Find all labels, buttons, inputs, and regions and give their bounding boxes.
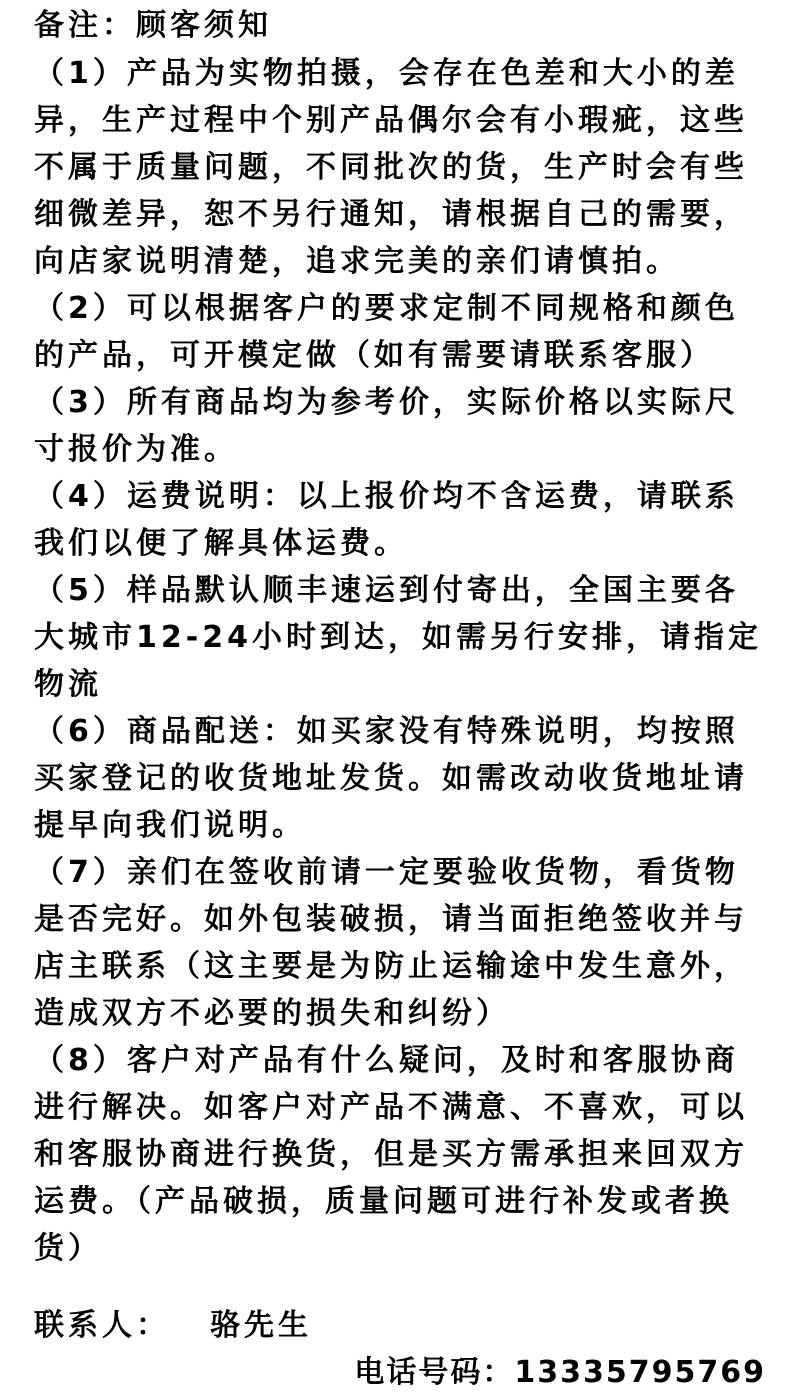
contact-person: [34, 1306, 312, 1346]
notice-line: 异，生产过程中个别产品偶尔会有小瑕疵，这些: [34, 103, 748, 138]
notice-line: （8）客户对产品有什么疑问，及时和客服协商: [34, 1043, 739, 1078]
notice-line: 细微差异，恕不另行通知，请根据自己的需要，: [34, 197, 748, 232]
notice-line: （6）商品配送：如买家没有特殊说明，均按照: [34, 714, 739, 749]
notice-line: （7）亲们在签收前请一定要验收货物，看货物: [34, 855, 739, 890]
notice-line: 大城市12-24小时到达，如需另行安排，请指定: [34, 620, 762, 655]
notice-line: （1）产品为实物拍摄，会存在色差和大小的差: [34, 56, 739, 91]
notice-line: 向店家说明清楚，追求完美的亲们请慎拍。: [34, 244, 680, 279]
notice-line: 提早向我们说明。: [34, 808, 306, 843]
notice-line: 是否完好。如外包装破损，请当面拒绝签收并与: [34, 902, 748, 937]
contact-label: 联系人：: [34, 1308, 170, 1343]
notice-title: 备注：顾客须知: [34, 8, 272, 43]
notice-line: 物流: [34, 667, 102, 702]
notice-line: 寸报价为准。: [34, 432, 238, 467]
notice-line: 店主联系（这主要是为防止运输途中发生意外，: [34, 949, 748, 984]
notice-line: （4）运费说明：以上报价均不含运费，请联系: [34, 479, 739, 514]
notice-line: 和客服协商进行换货，但是买方需承担来回双方: [34, 1137, 748, 1172]
notice-line: 不属于质量问题，不同批次的货，生产时会有些: [34, 150, 748, 185]
notice-line: 买家登记的收货地址发货。如需改动收货地址请: [34, 761, 748, 796]
contact-phone: 电话号码：13335795769: [354, 1355, 766, 1390]
notice-line: （3）所有商品均为参考价，实际价格以实际尺: [34, 385, 739, 420]
notice-line: 货）: [34, 1231, 102, 1266]
notice-line: 运费。（产品破损，质量问题可进行补发或者换: [34, 1184, 733, 1219]
contact-name: 骆先生: [210, 1308, 312, 1343]
notice-line: 的产品，可开模定做（如有需要请联系客服）: [34, 338, 714, 373]
notice-line: （5）样品默认顺丰速运到付寄出，全国主要各: [34, 573, 739, 608]
notice-line: 我们以便了解具体运费。: [34, 526, 408, 561]
notice-line: 进行解决。如客户对产品不满意、不喜欢，可以: [34, 1090, 748, 1125]
notice-line: （2）可以根据客户的要求定制不同规格和颜色: [34, 291, 739, 326]
notice-line: 造成双方不必要的损失和纠纷）: [34, 996, 510, 1031]
